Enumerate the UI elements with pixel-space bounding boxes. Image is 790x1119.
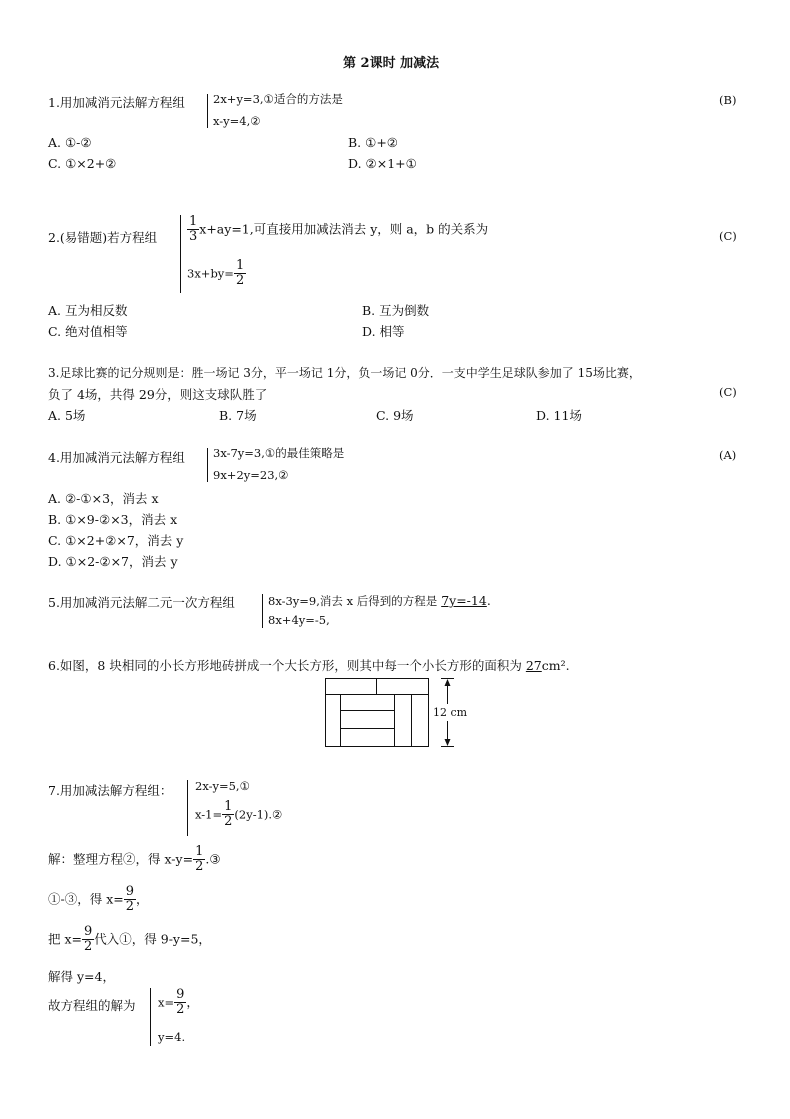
q1-prefix: 1.用加减消元法解方程组 [48, 95, 185, 110]
fraction: $\frac{1}{2}$ [195, 844, 204, 875]
figure-dimension-label: 12 cm [433, 706, 468, 719]
q4-prefix: 4.用加减消元法解方程组 [48, 450, 185, 465]
q7-solution-brace [150, 988, 151, 1046]
q3-option-c: C. 9场 [376, 408, 414, 423]
q1-eq2: x-y=4,② [213, 114, 261, 128]
q4-brace [207, 448, 208, 482]
q1-eq1: 2x+y=3,①适合的方法是 [213, 92, 343, 106]
q3-line2: 负了 4场，共得 29分，则这支球队胜了 [48, 387, 268, 402]
q7-eq2: x-1= $\frac{1}{2}$ (2y-1).② [195, 799, 283, 830]
q4-answer: (A) [719, 448, 737, 462]
fraction: $\frac{9}{2}$ [84, 924, 93, 955]
q2-option-c: C. 绝对值相等 [48, 324, 128, 339]
q1-option-b: B. ①+② [348, 135, 399, 150]
q5-eq2: 8x+4y=-5, [268, 613, 330, 627]
q2-eq2: 3x+by= $\frac{1}{2}$ [187, 258, 245, 289]
q2-option-d: D. 相等 [362, 324, 405, 339]
q3-answer: (C) [719, 385, 737, 399]
q5-eq1: 8x-3y=9,消去 x 后得到的方程是 7y=-14. [268, 593, 491, 608]
q2-brace [180, 215, 181, 293]
q7-step-5: 故方程组的解为 [48, 998, 136, 1013]
q5-prefix: 5.用加减消元法解二元一次方程组 [48, 595, 235, 610]
fraction: $\frac{9}{2}$ [176, 987, 185, 1018]
fraction: $\frac{1}{2}$ [235, 258, 245, 289]
fraction: $\frac{9}{2}$ [125, 884, 135, 915]
q7-step-4: 解得 y=4， [48, 969, 115, 984]
q1-option-d: D. ②×1+① [348, 156, 417, 171]
q4-eq2: 9x+2y=23,② [213, 468, 289, 482]
q2-option-b: B. 互为倒数 [362, 303, 430, 318]
q4-option-c: C. ①×2+②×7，消去 y [48, 533, 184, 548]
q4-option-b: B. ①×9-②×3，消去 x [48, 512, 178, 527]
q7-solution-y: y=4. [158, 1030, 186, 1044]
q7-brace [187, 780, 188, 836]
q6-answer: 27 [525, 658, 542, 673]
q3-option-b: B. 7场 [219, 408, 257, 423]
q1-option-a: A. ①-② [48, 135, 92, 150]
q1-option-c: C. ①×2+② [48, 156, 117, 171]
q7-step-1: 解：整理方程②，得 x-y= $\frac{1}{2}$ .③ [48, 844, 221, 875]
q7-prefix: 7.用加减法解方程组： [48, 783, 173, 798]
q3-option-a: A. 5场 [48, 408, 86, 423]
q5-answer: 7y=-14 [441, 593, 487, 608]
q7-eq1: 2x-y=5,① [195, 779, 250, 793]
q2-option-a: A. 互为相反数 [48, 303, 128, 318]
q2-prefix: 2.(易错题)若方程组 [48, 230, 158, 245]
q3-line1: 3.足球比赛的记分规则是：胜一场记 3分，平一场记 1分，负一场记 0分．一支中学生足球队参加了 15场比赛， [48, 366, 641, 380]
q4-eq1: 3x-7y=3,①的最佳策略是 [213, 446, 345, 460]
q4-option-a: A. ②-①×3，消去 x [48, 491, 159, 506]
fraction: $\frac{1}{3}$ [189, 214, 198, 245]
q5-brace [262, 594, 263, 628]
fraction: $\frac{1}{2}$ [224, 799, 233, 830]
q1-brace [207, 94, 208, 128]
q2-eq1: $\frac{1}{3}$ x+ay=1,可直接用加减法消去 y，则 a，b 的关系为 [189, 214, 489, 245]
arrow-up-icon [445, 679, 451, 686]
q3-option-d: D. 11场 [536, 408, 582, 423]
q6-text: 6.如图，8 块相同的小长方形地砖拼成一个大长方形，则其中每一个小长方形的面积为 27cm². [48, 658, 570, 673]
q4-option-d: D. ①×2-②×7，消去 y [48, 554, 178, 569]
q1-answer: (B) [719, 93, 737, 107]
page-title: 第 2课时 加减法 [343, 56, 440, 71]
q7-step-2: ①-③，得 x= $\frac{9}{2}$ ， [48, 884, 149, 915]
q7-step-3: 把 x= $\frac{9}{2}$ 代入①，得 9-y=5， [48, 924, 211, 955]
arrow-down-icon [445, 739, 451, 746]
q7-solution-x: x= $\frac{9}{2}$ ， [158, 987, 199, 1018]
q2-answer: (C) [719, 229, 737, 243]
